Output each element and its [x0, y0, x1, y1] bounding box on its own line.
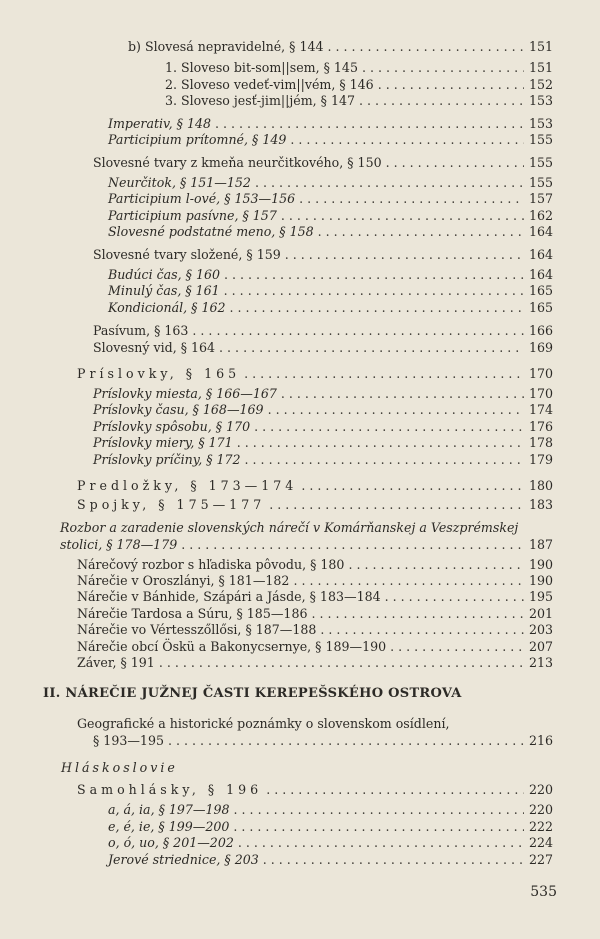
toc-entry [108, 132, 553, 148]
toc-entry [93, 402, 553, 418]
toc-entry-title: Participium prítomné, § 149 [108, 132, 287, 147]
toc-entry-page: 165 [528, 283, 553, 298]
toc-entry-title-line1: Geografické a historické poznámky o slovenskom osídlení, [77, 716, 450, 731]
dot-leader [362, 60, 524, 76]
toc-entry [128, 39, 553, 55]
toc-entry-page: 169 [528, 340, 553, 355]
toc-entry [93, 340, 553, 356]
dot-leader [215, 116, 524, 132]
toc-entry-page: 164 [528, 247, 553, 262]
toc-entry-title: Príslovky času, § 168—169 [93, 402, 264, 417]
toc-entry-page: 164 [528, 267, 553, 282]
toc-entry-title: Nárečový rozbor s hľadiska pôvodu, § 180 [77, 557, 345, 572]
subsection-heading: Hláskoslovie [61, 760, 178, 775]
toc-entry [93, 155, 553, 171]
dot-leader [378, 77, 524, 93]
toc-entry-page: 151 [528, 39, 553, 54]
toc-entry-title: Budúci čas, § 160 [108, 267, 220, 282]
toc-entry-title: Nárečie vo Vértesszőllősi, § 187—188 [77, 622, 317, 637]
dot-leader [238, 835, 524, 851]
toc-entry [93, 733, 553, 749]
toc-entry-page: 153 [528, 116, 553, 131]
toc-entry-page: 178 [528, 435, 553, 450]
toc-entry-title: e, é, ie, § 199—200 [108, 819, 230, 834]
toc-entry [93, 323, 553, 339]
toc-entry-title: Pasívum, § 163 [93, 323, 189, 338]
toc-entry-title: b) Slovesá nepravidelné, § 144 [128, 39, 324, 54]
toc-entry-page: 155 [528, 132, 553, 147]
dot-leader [234, 802, 524, 818]
toc-entry-title: Nárečie obcí Öskü a Bakonycsernye, § 189—190 [77, 639, 387, 654]
toc-entry-title: stolici, § 178—179 [60, 537, 178, 552]
dot-leader [269, 497, 524, 513]
toc-entry-page: 162 [528, 208, 553, 223]
toc-entry [93, 419, 553, 435]
toc-entry-page: 224 [528, 835, 553, 850]
toc-entry-title: Slovesné tvary z kmeňa neurčitkového, § 150 [93, 155, 382, 170]
toc-entry-page: 155 [528, 175, 553, 190]
toc-entry-page: 164 [528, 224, 553, 239]
toc-entry-title: Príslovky, § 165 [77, 366, 241, 381]
toc-entry-page: 153 [528, 93, 553, 108]
toc-entry-page: 176 [528, 419, 553, 434]
toc-entry-page: 201 [528, 606, 553, 621]
toc-entry-page: 183 [528, 497, 553, 512]
dot-leader [192, 323, 524, 339]
toc-entry [93, 452, 553, 468]
dot-leader [230, 300, 524, 316]
toc-entry-page: 213 [528, 655, 553, 670]
toc-entry [77, 655, 553, 671]
toc-entry-title-line1: Rozbor a zaradenie slovenských nárečí v Komárňanskej a Veszprémskej [60, 520, 519, 535]
toc-entry [77, 622, 553, 638]
toc-entry-page: 157 [528, 191, 553, 206]
dot-leader [219, 340, 524, 356]
dot-leader [320, 622, 524, 638]
dot-leader [168, 733, 524, 749]
toc-entry [108, 300, 553, 316]
toc-entry [108, 819, 553, 835]
toc-entry-title: Nárečie Tardosa a Súru, § 185—186 [77, 606, 308, 621]
toc-entry [108, 175, 553, 191]
toc-entry [93, 435, 553, 451]
toc-entry-page: 179 [528, 452, 553, 467]
toc-entry [108, 116, 553, 132]
dot-leader [181, 537, 524, 553]
toc-entry-page: 220 [528, 782, 553, 797]
toc-entry [108, 835, 553, 851]
toc-entry [77, 639, 553, 655]
toc-entry-title: Participium pasívne, § 157 [108, 208, 277, 223]
toc-entry-title: Jerové striednice, § 203 [108, 852, 259, 867]
dot-leader [385, 589, 524, 605]
toc-entry [93, 386, 553, 402]
dot-leader [263, 852, 524, 868]
toc-entry [93, 247, 553, 263]
dot-leader [386, 155, 524, 171]
toc-entry [108, 852, 553, 868]
dot-leader [233, 819, 524, 835]
dot-leader [299, 191, 524, 207]
toc-entry [108, 208, 553, 224]
toc-entry-title: Imperativ, § 148 [108, 116, 212, 131]
toc-entry-page: 151 [528, 60, 553, 75]
toc-entry-page: 155 [528, 155, 553, 170]
toc-entry [108, 802, 553, 818]
toc-entry-title: Spojky, § 175—177 [77, 497, 266, 512]
toc-entry-title: Nárečie v Oroszlányi, § 181—182 [77, 573, 290, 588]
dot-leader [266, 782, 524, 798]
toc-entry-page: 174 [528, 402, 553, 417]
toc-entry-title: Neurčitok, § 151—152 [108, 175, 251, 190]
toc-entry-title: Predložky, § 173—174 [77, 478, 298, 493]
dot-leader [255, 175, 524, 191]
dot-leader [290, 132, 524, 148]
dot-leader [224, 283, 524, 299]
toc-entry-page: 187 [528, 537, 553, 552]
toc-entry [108, 283, 553, 299]
toc-entry-page: 170 [528, 366, 553, 381]
toc-entry [77, 478, 553, 494]
toc-entry-page: 220 [528, 802, 553, 817]
toc-entry [77, 589, 553, 605]
dot-leader [328, 39, 524, 55]
toc-entry-page: 190 [528, 573, 553, 588]
toc-entry-title: 1. Sloveso bit-som||sem, § 145 [165, 60, 358, 75]
page-number: 535 [530, 884, 557, 900]
dot-leader [159, 655, 524, 671]
dot-leader [254, 419, 524, 435]
dot-leader [301, 478, 524, 494]
toc-entry [77, 606, 553, 622]
toc-entry-title: o, ó, uo, § 201—202 [108, 835, 234, 850]
toc-entry [165, 60, 553, 76]
toc-entry-title: Slovesné tvary složené, § 159 [93, 247, 281, 262]
toc-entry-page: 180 [528, 478, 553, 493]
toc-entry [108, 224, 553, 240]
toc-entry-page: 195 [528, 589, 553, 604]
dot-leader [318, 224, 524, 240]
dot-leader [245, 452, 524, 468]
toc-entry [77, 782, 553, 798]
toc-entry [108, 267, 553, 283]
dot-leader [268, 402, 524, 418]
toc-entry-title: Participium l-ové, § 153—156 [108, 191, 296, 206]
toc-entry-title: Kondicionál, § 162 [108, 300, 226, 315]
dot-leader [359, 93, 524, 109]
toc-entry [165, 93, 553, 109]
toc-entry-page: 165 [528, 300, 553, 315]
dot-leader [237, 435, 524, 451]
toc-entry [108, 191, 553, 207]
dot-leader [281, 208, 524, 224]
toc-entry [77, 573, 553, 589]
toc-entry-title: Slovesný vid, § 164 [93, 340, 216, 355]
toc-entry [60, 537, 553, 553]
toc-entry-title: 2. Sloveso vedeť-vim||vém, § 146 [165, 77, 374, 92]
toc-entry-title: Príslovky miesta, § 166—167 [93, 386, 277, 401]
toc-entry-page: 170 [528, 386, 553, 401]
dot-leader [311, 606, 523, 622]
toc-entry [77, 497, 553, 513]
toc-entry-title: Príslovky miery, § 171 [93, 435, 233, 450]
toc-entry-title: Nárečie v Bánhide, Szápári a Jásde, § 183—184 [77, 589, 381, 604]
toc-entry-page: 222 [528, 819, 553, 834]
toc-entry-title: a, á, ia, § 197—198 [108, 802, 230, 817]
toc-entry-page: 152 [528, 77, 553, 92]
toc-entry-title: § 193—195 [93, 733, 164, 748]
toc-entry-page: 203 [528, 622, 553, 637]
toc-entry [77, 366, 553, 382]
toc-entry-page: 207 [528, 639, 553, 654]
toc-entry-title: Záver, § 191 [77, 655, 155, 670]
toc-entry-title: Príslovky spôsobu, § 170 [93, 419, 251, 434]
dot-leader [285, 247, 524, 263]
dot-leader [281, 386, 524, 402]
dot-leader [244, 366, 524, 382]
section-heading: II. NÁREČIE JUŽNEJ ČASTI KEREPEŠSKÉHO OSTROVA [43, 686, 462, 701]
toc-entry-title: 3. Sloveso jesť-jim||jém, § 147 [165, 93, 356, 108]
toc-entry [165, 77, 553, 93]
toc-entry-page: 166 [528, 323, 553, 338]
toc-entry-title: Príslovky príčiny, § 172 [93, 452, 241, 467]
toc-entry-title: Minulý čas, § 161 [108, 283, 220, 298]
dot-leader [348, 557, 524, 573]
toc-entry-page: 190 [528, 557, 553, 572]
toc-entry-page: 227 [528, 852, 553, 867]
toc-entry-title: Samohlásky, § 196 [77, 782, 263, 797]
dot-leader [224, 267, 524, 283]
toc-entry-title: Slovesné podstatné meno, § 158 [108, 224, 314, 239]
dot-leader [293, 573, 524, 589]
toc-entry [77, 557, 553, 573]
toc-entry-page: 216 [528, 733, 553, 748]
dot-leader [390, 639, 524, 655]
